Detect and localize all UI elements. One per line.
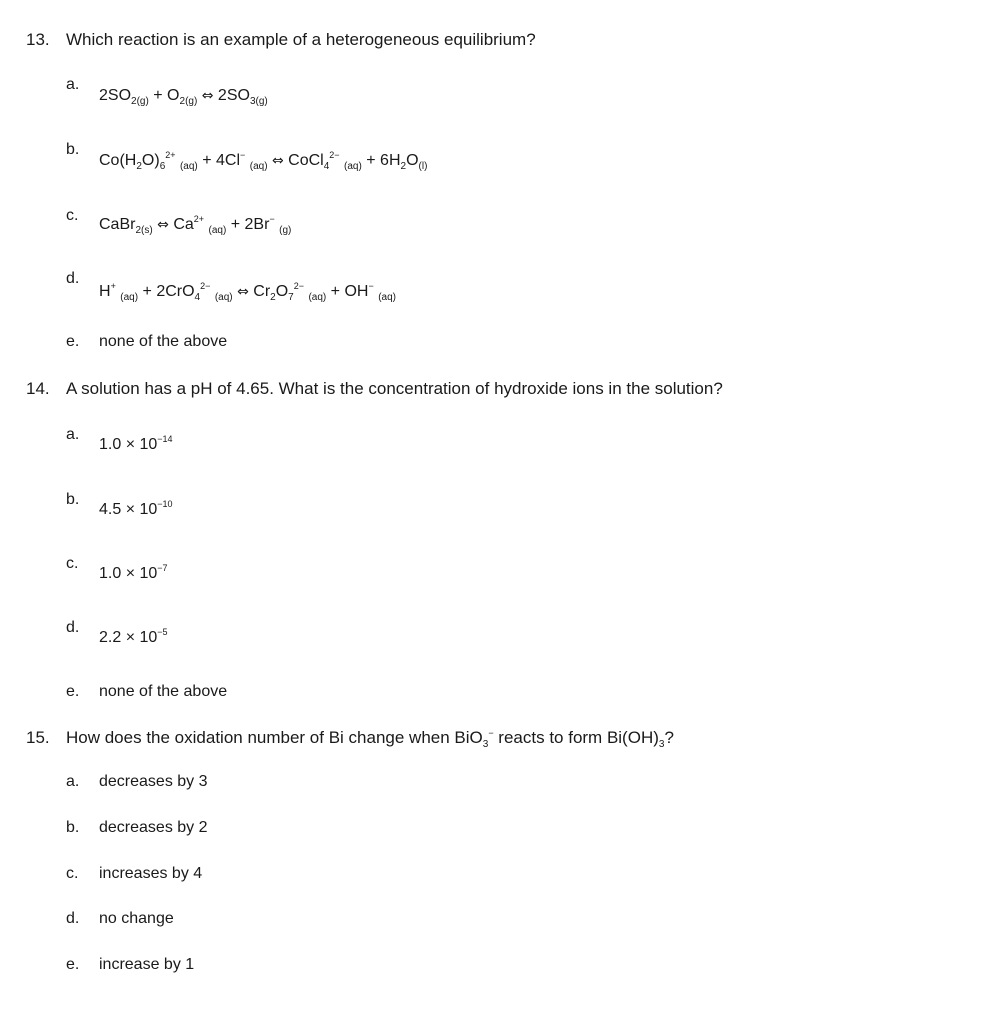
option-letter: c. [66, 865, 79, 882]
mantissa: 2.2 × 10 [99, 629, 158, 646]
question-number: 14. [26, 379, 50, 398]
option-letter: d. [66, 910, 80, 927]
option-letter: e. [66, 333, 80, 350]
q15-option-c-text: increases by 4 [99, 865, 203, 882]
mantissa: 1.0 × 10 [99, 436, 158, 453]
option-letter: b. [66, 819, 80, 836]
q15-option-a-text: decreases by 3 [99, 773, 208, 790]
question-number: 13. [26, 30, 50, 49]
question-text: Which reaction is an example of a heterogeneous equilibrium? [66, 30, 536, 49]
question-number: 15. [26, 728, 50, 747]
q13-option-c-equation: CaBr$_{2(s)}$ ⇔ $Ca^{2+}$ $_{(aq)}$ + 2Br− $_{(g)}$ [99, 214, 292, 236]
option-letter: d. [66, 619, 80, 636]
exponent: −14 [157, 434, 173, 444]
option-letter: d. [66, 270, 80, 287]
question-13 [26, 30, 536, 50]
question-15 [26, 728, 674, 750]
q13-option-e-text: none of the above [99, 333, 228, 350]
option-letter: c. [66, 555, 79, 572]
q13-option-d-equation: H+ $_{(aq)}$ + 2CrO$_4^{2-}$ $_{(aq)}$ ⇔ $Cr_2O_7^{2-}$ $_{(aq)}$ + OH− $_{(aq)}$ [99, 281, 396, 303]
option-letter: b. [66, 491, 80, 508]
q14-option-a-value [99, 434, 173, 454]
option-letter: a. [66, 426, 80, 443]
q15-option-d-text: no change [99, 910, 174, 927]
mantissa: 1.0 × 10 [99, 565, 158, 582]
question-text: A solution has a pH of 4.65. What is the concentration of hydroxide ions in the solution? [66, 379, 723, 398]
q14-option-e-text: none of the above [99, 683, 228, 700]
q13-option-a-equation: $2SO_{2(g)} + O_{2(g)}$ ⇔ $2SO_{3(g)}$ [99, 87, 268, 107]
q15-option-b-text: decreases by 2 [99, 819, 208, 836]
option-letter: a. [66, 773, 80, 790]
exponent: −5 [157, 627, 168, 637]
q14-option-d-value [99, 627, 168, 647]
q13-option-b-equation: $Co(H_2O)_6^{2+}$ $_{(aq)}$ + 4Cl− $_{(aq)}$ ⇔ CoCl$_4^{2-}$ $_{(aq)} + 6H_2O_{(l)}$ [99, 150, 428, 172]
q15-option-e-text: increase by 1 [99, 956, 195, 973]
question-text: How does the oxidation number of Bi change when BiO$_3$− reacts to form $Bi(OH)_3$? [66, 728, 674, 750]
mantissa: 4.5 × 10 [99, 501, 158, 518]
question-14 [26, 379, 723, 399]
option-letter: b. [66, 141, 80, 158]
q14-option-c-value [99, 563, 168, 583]
exponent: −10 [157, 499, 173, 509]
option-letter: c. [66, 207, 79, 224]
option-letter: e. [66, 956, 80, 973]
option-letter: e. [66, 683, 80, 700]
option-letter: a. [66, 76, 80, 93]
q14-option-b-value [99, 499, 173, 519]
exponent: −7 [157, 563, 168, 573]
